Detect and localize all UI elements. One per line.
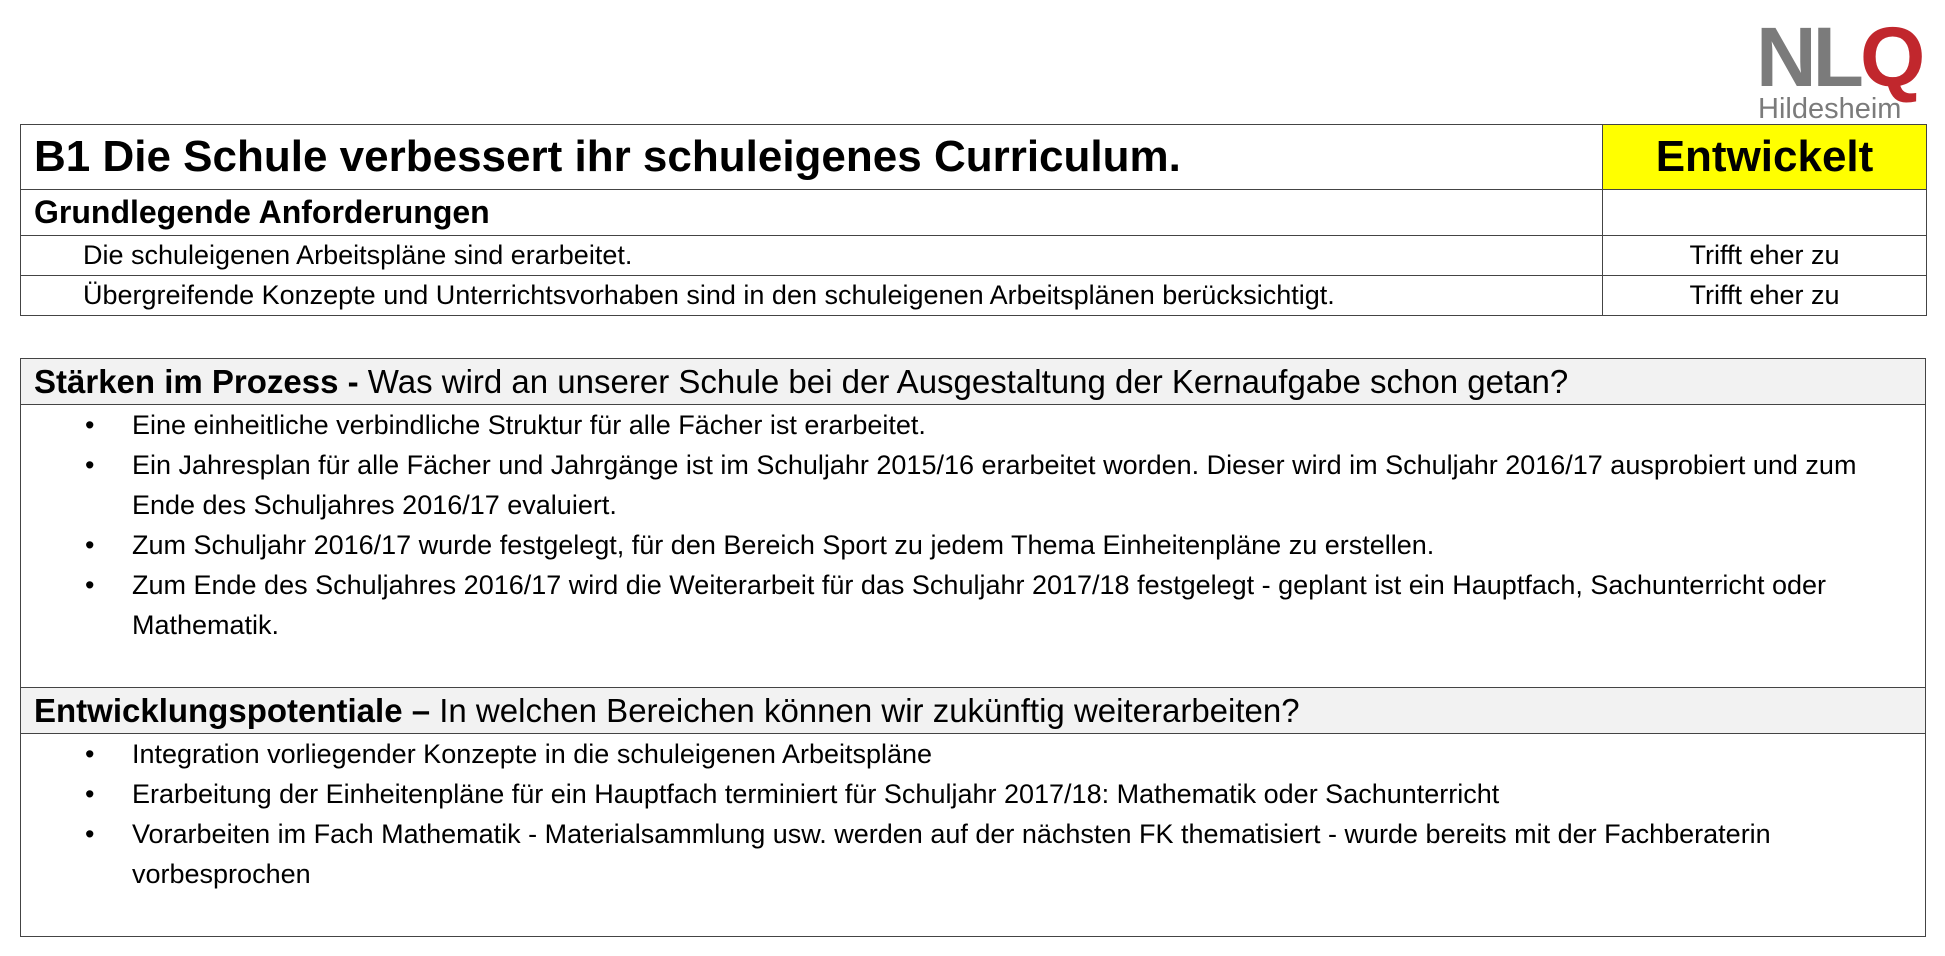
strengths-heading-question: Was wird an unserer Schule bei der Ausgestaltung der Kernaufgabe schon getan? (358, 362, 1569, 400)
list-item (21, 774, 1925, 814)
bullet-icon: • (85, 739, 95, 769)
list-item (21, 525, 1925, 565)
header-row (21, 125, 1927, 190)
strengths-list-cell (21, 405, 1926, 688)
svg-text:NLQ (1756, 20, 1922, 104)
page-title: B1 Die Schule verbessert ihr schuleigenes Curriculum. (21, 125, 1603, 190)
list-item (21, 565, 1925, 645)
list-item-text: Integration vorliegender Konzepte in die schuleigenen Arbeitspläne (132, 739, 933, 769)
requirements-heading: Grundlegende Anforderungen (21, 190, 1603, 236)
bullet-icon: • (85, 779, 95, 809)
list-item (21, 814, 1925, 894)
potentials-heading-question: In welchen Bereichen können wir zukünftig weiterarbeiten? (430, 691, 1300, 729)
requirement-text: Die schuleigenen Arbeitspläne sind erarbeitet. (21, 236, 1603, 276)
potentials-heading (21, 688, 1926, 734)
empty-cell (1603, 190, 1927, 236)
strengths-body-row (21, 405, 1926, 688)
bullet-icon: • (85, 570, 95, 600)
requirement-text: Übergreifende Konzepte und Unterrichtsvorhaben sind in den schuleigenen Arbeitsplänen berücksichtigt. (21, 276, 1603, 316)
logo-subtitle: Hildesheim (1758, 93, 1902, 122)
table-row (21, 276, 1927, 316)
process-table (20, 358, 1926, 937)
list-item-text: Erarbeitung der Einheitenpläne für ein Hauptfach terminiert für Schuljahr 2017/18: Mathematik oder Sachunterricht (132, 779, 1500, 809)
list-item (21, 405, 1925, 445)
potentials-list-cell (21, 734, 1926, 937)
list-item (21, 445, 1925, 525)
list-item-text: Zum Ende des Schuljahres 2016/17 wird die Weiterarbeit für das Schuljahr 2017/18 festgelegt - geplant ist ein Hauptfach, Sachunterricht oder Mathematik. (132, 570, 1826, 640)
strengths-heading-bold: Stärken im Prozess - (34, 362, 359, 400)
requirement-value: Trifft eher zu (1603, 236, 1927, 276)
requirements-table (20, 124, 1927, 316)
bullet-icon: • (85, 410, 95, 440)
strengths-heading (21, 359, 1926, 405)
logo-letter-q: Q (1859, 20, 1922, 104)
bullet-icon: • (85, 819, 95, 849)
bullet-icon: • (85, 530, 95, 560)
list-item-text: Ein Jahresplan für alle Fächer und Jahrgänge ist im Schuljahr 2015/16 erarbeitet worden. Dieser wird im Schuljahr 2016/17 ausprobiert und zum Ende des Schuljahres 2016/17 evaluiert. (132, 450, 1857, 520)
list-item (21, 734, 1925, 774)
nlq-logo (1756, 20, 1928, 122)
potentials-body-row (21, 734, 1926, 937)
potentials-list (21, 734, 1925, 894)
list-item-text: Zum Schuljahr 2016/17 wurde festgelegt, für den Bereich Sport zu jedem Thema Einheitenpläne zu erstellen. (132, 530, 1435, 560)
strengths-list (21, 405, 1925, 645)
logo-letters: NL (1756, 20, 1860, 104)
bullet-icon: • (85, 450, 95, 480)
potentials-heading-row (21, 688, 1926, 734)
list-item-text: Vorarbeiten im Fach Mathematik - Materialsammlung usw. werden auf der nächsten FK thematisiert - wurde bereits mit der Fachberaterin vorbesprochen (132, 819, 1771, 889)
requirement-value: Trifft eher zu (1603, 276, 1927, 316)
list-item-text: Eine einheitliche verbindliche Struktur für alle Fächer ist erarbeitet. (132, 410, 926, 440)
requirements-heading-row (21, 190, 1927, 236)
rating-badge: Entwickelt (1603, 125, 1927, 190)
strengths-heading-row (21, 359, 1926, 405)
table-row (21, 236, 1927, 276)
potentials-heading-bold: Entwicklungspotentiale – (34, 691, 431, 729)
